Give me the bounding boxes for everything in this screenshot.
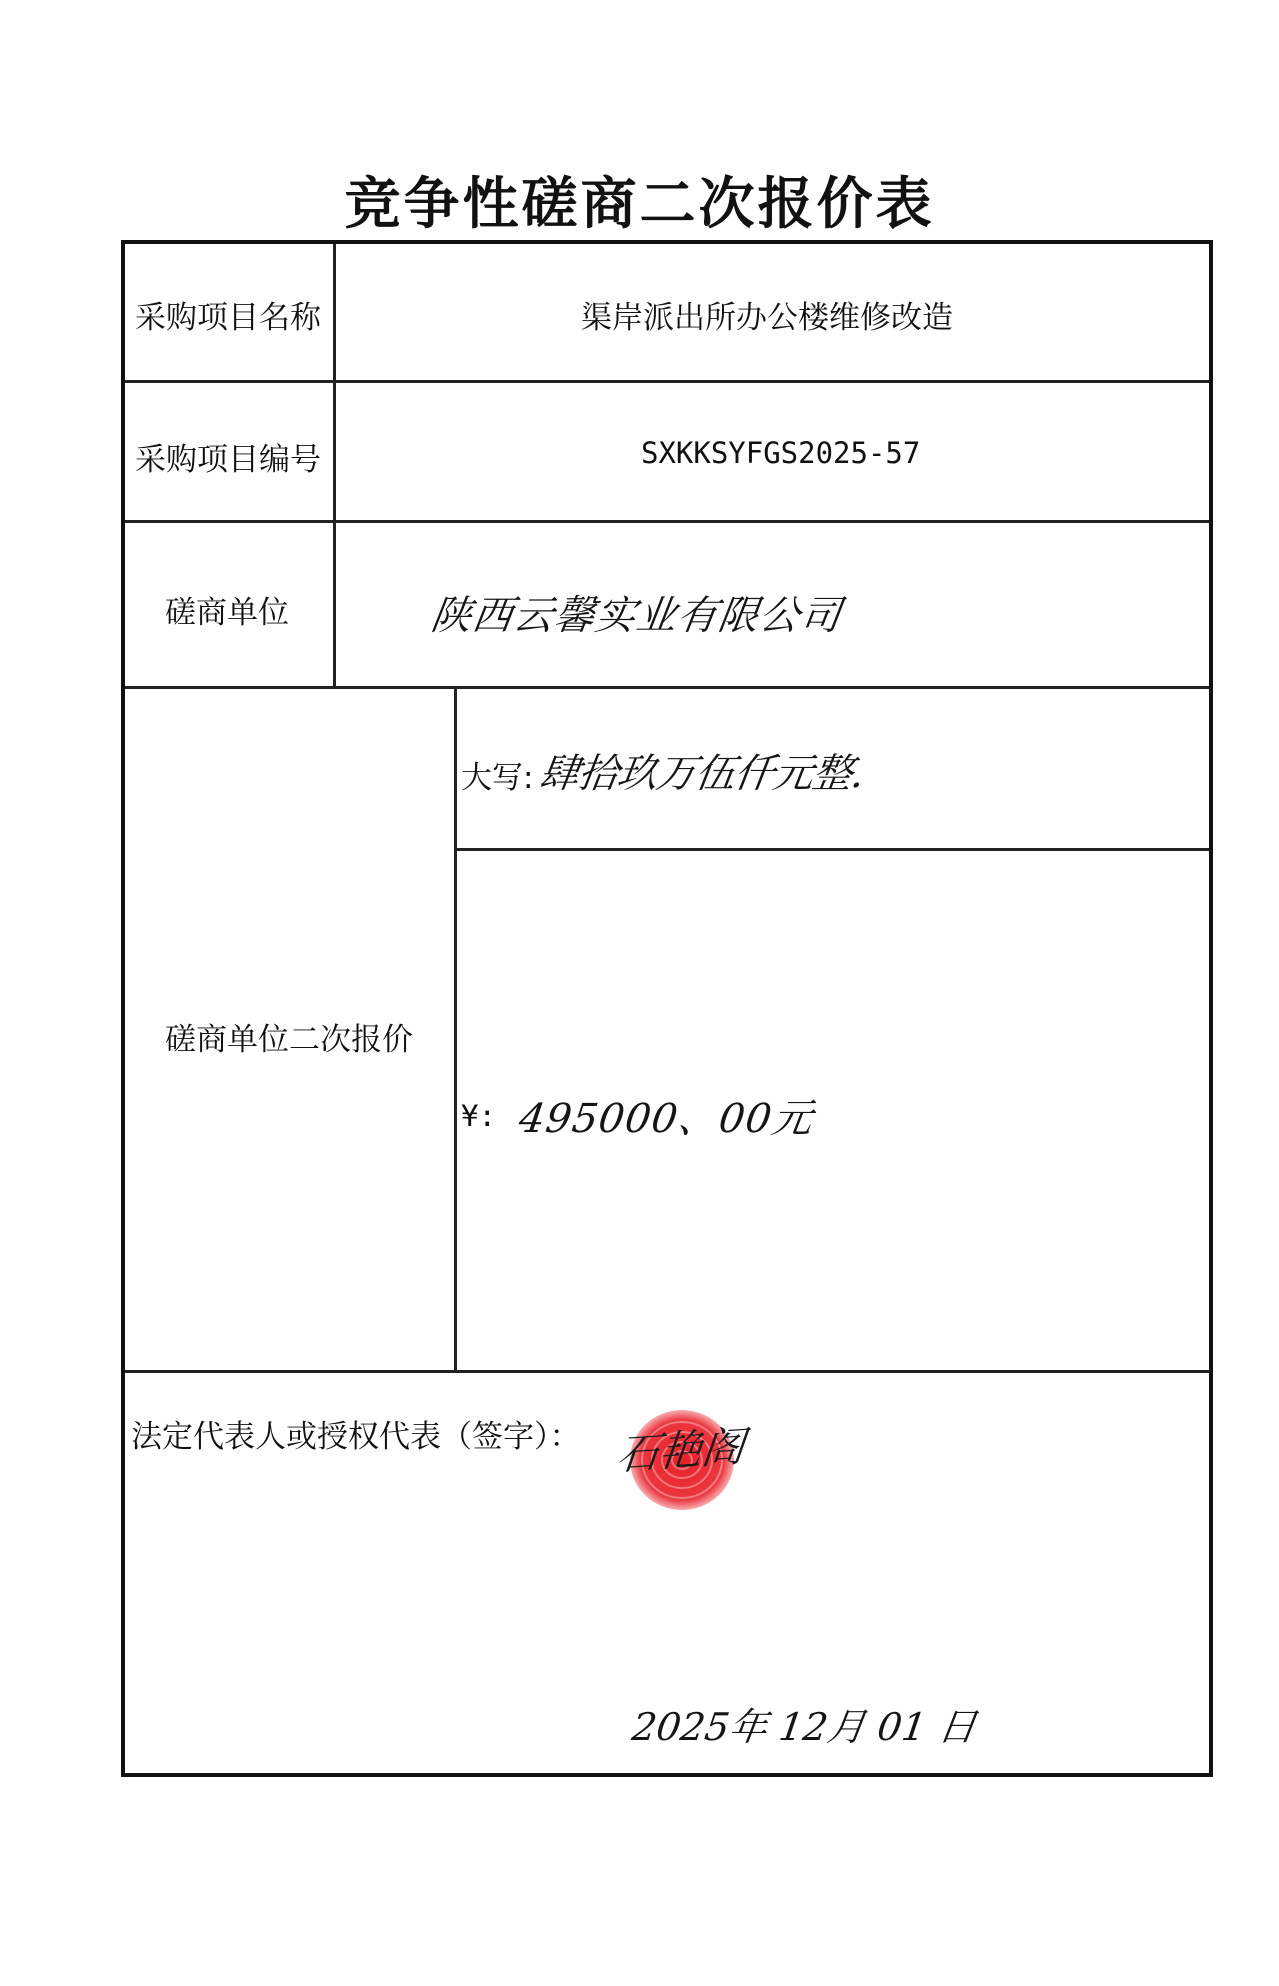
uppercase-amount-value: 肆拾玖万伍仟元整. xyxy=(536,751,867,797)
project-name-value: 渠岸派出所办公楼维修改造 xyxy=(581,300,953,336)
second-quote-label: 磋商单位二次报价 xyxy=(165,1022,413,1058)
project-name-label: 采购项目名称 xyxy=(135,300,321,336)
column-divider xyxy=(333,244,336,689)
document-title: 竞争性磋商二次报价表 xyxy=(344,171,935,237)
signature-label: 法定代表人或授权代表（签字）： xyxy=(131,1419,581,1455)
row-divider xyxy=(125,380,1209,383)
handwritten-signature: 石艳阁 xyxy=(614,1421,747,1480)
project-code-value: SXKKSYFGS2025-57 xyxy=(641,436,921,470)
project-code-label: 采购项目编号 xyxy=(135,442,321,478)
column-divider xyxy=(454,686,457,1370)
row-divider xyxy=(454,848,1209,851)
uppercase-amount-label: 大写: xyxy=(461,760,534,796)
row-divider xyxy=(125,686,1209,689)
row-divider xyxy=(125,520,1209,523)
signature-date: 2025年 12月 01 日 xyxy=(629,1705,980,1749)
supplier-label: 磋商单位 xyxy=(165,595,289,631)
numeric-amount-value: 495000、00元 xyxy=(516,1096,817,1142)
row-divider xyxy=(125,1370,1209,1373)
quote-form-table xyxy=(121,240,1213,1777)
numeric-amount-label: ¥: xyxy=(461,1099,496,1133)
supplier-handwritten-name: 陕西云馨实业有限公司 xyxy=(428,593,845,639)
